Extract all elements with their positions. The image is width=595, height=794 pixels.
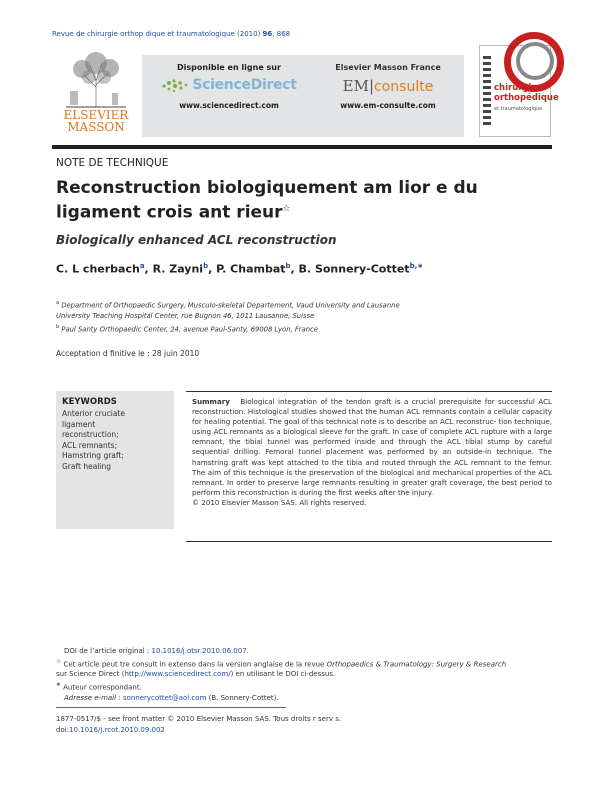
sciencedirect-block[interactable]: Disponible en ligne sur ScienceDirect www.sciencedirect.com [164,63,294,110]
article-doi-link[interactable]: 10.1016/j.rcot.2010.09.002 [69,725,165,734]
email-link[interactable]: sonnerycottet@aol.com [122,693,207,702]
affiliation-link[interactable]: b,∗ [409,262,424,270]
footnotes [56,646,546,703]
abstract-bottom-rule [186,541,552,542]
title-footnote-mark[interactable]: ☆ [282,204,291,214]
article-type: NOTE DE TECHNIQUE [56,157,169,169]
keywords-heading: KEYWORDS [62,397,117,407]
affiliation-link[interactable]: b [285,262,291,270]
publication-info [56,714,341,735]
affiliations: $^a$ Department of Orthopaedic Surgery, Musculo-skeletal Departement, Vaud University and Lausanne University Teaching Hospital Center, rue Bugnon 46, 1011 Lausanne, Suisse $^b$ Paul Santy Orthopaedic Center, 24, avenue Paul-Santy, 69008 Lyon, France [56,300,400,334]
emconsulte-logo: EM|consulte [342,77,434,95]
translation-note: ☆ Cet article peut tre consult in extenso dans la version anglaise de la revue Orthopaedics & Traumatology: Surgery & Research [56,658,507,668]
cover-barcode-strip [483,56,491,128]
keywords-box [56,391,174,529]
elsevier-tree-icon [62,51,130,109]
keyword-item: Graft healing [62,461,111,471]
acceptance-date: Acceptation d finitive le : 28 juin 2010 [56,349,200,358]
email-note: Adresse e-mail : sonnerycottet@aol.com (B. Sonnery-Cottet). [64,693,279,702]
emconsulte-block[interactable]: Elsevier Masson France EM|consulte www.em-consulte.com [322,63,454,110]
journal-cover-thumbnail[interactable]: chirurgie orthopédique et traumatologique [479,45,551,137]
author-list: C. L cherbach$^a$, R. Zayni$^b$, P. Chambat$^b$, B. Sonnery-Cottet$^{b,∗}$ [56,262,424,276]
abstract-top-rule [186,391,552,392]
original-doi-note: DOI de l’article original : 10.1016/j.otsr.2010.06.007. [64,647,249,655]
author: B. Sonnery-Cottet [298,262,410,276]
keyword-item: Hamstring graft; [62,451,124,460]
article-subtitle: Biologically enhanced ACL reconstruction [56,233,337,247]
original-doi-link[interactable]: 10.1016/j.otsr.2010.06.007 [151,647,247,655]
author: P. Chambat [216,262,286,276]
header-divider [52,145,552,149]
journal-header [52,45,559,138]
translation-note-cont: sur Science Direct (http://www.sciencedirect.com/) en utilisant le DOI ci-dessus. [56,670,336,679]
author: R. Zayni [152,262,204,276]
elsevier-wordmark: ELSEVIER MASSON [63,108,129,134]
abstract-label: Summary [192,397,230,406]
affiliation-link[interactable]: b [203,262,209,270]
issn-line: 1877-0517/$ - see front matter © 2010 Elsevier Masson SAS. Tous droits r serv s. [56,715,342,723]
doi-line: doi:10.1016/j.rcot.2010.09.002 [56,725,165,734]
cover-grey-arc [516,42,554,80]
abstract-copyright: © 2010 Elsevier Masson SAS. All rights reserved. [192,497,367,507]
keyword-item: ACL remnants; [62,440,118,450]
elsevier-logo[interactable] [52,45,140,138]
sciencedirect-link[interactable]: http://www.sciencedirect.com/ [124,670,231,679]
sciencedirect-logo: ScienceDirect [164,75,294,95]
author: C. L cherbach [56,262,140,276]
article-title: Reconstruction biologiquement am lior e du ligament crois ant rieur☆ [56,178,478,223]
keyword-item: reconstruction; [62,430,119,439]
abstract-text: Biological integration of the tendon graft is a crucial prerequisite for successful ACL reconstruction. Histological studies showed that the human ACL remnants contain a cellular capacity for healing potential. The goal of this technical note is to describe an ACL reconstruc- tion technique, using ACL remnants as a biological sleeve for the graft. In case of complete ACL rupture with a large remnant, the tibial tunnel was performed inside and through the ACL tibial stump by careful sequential drilling. Femoral tunnel placement was performed by an outside-in technique. The hamstring graft was kept attached to the tibia and routed through the ACL remnant to the femur. The aim of this technique is the preservation of the biological and mechanical properties of the ACL remnant. In order to preserve large remnants resulting in greater graft coverage, the best period to perform this reconstruction is during the first weeks after the injury. [192,397,552,497]
footer-rule [56,707,286,708]
availability-panel [142,55,464,137]
sciencedirect-dots-icon [161,77,189,93]
keyword-item: Anterior cruciate [62,409,125,418]
keyword-item: ligament [62,419,96,429]
journal-reference[interactable]: Revue de chirurgie orthop dique et traumatologique (2010) 96, 868 [52,30,291,38]
affiliation-link[interactable]: a [139,262,145,270]
corresponding-author-note: ∗ Auteur correspondant. [56,681,142,692]
abstract [192,397,552,508]
